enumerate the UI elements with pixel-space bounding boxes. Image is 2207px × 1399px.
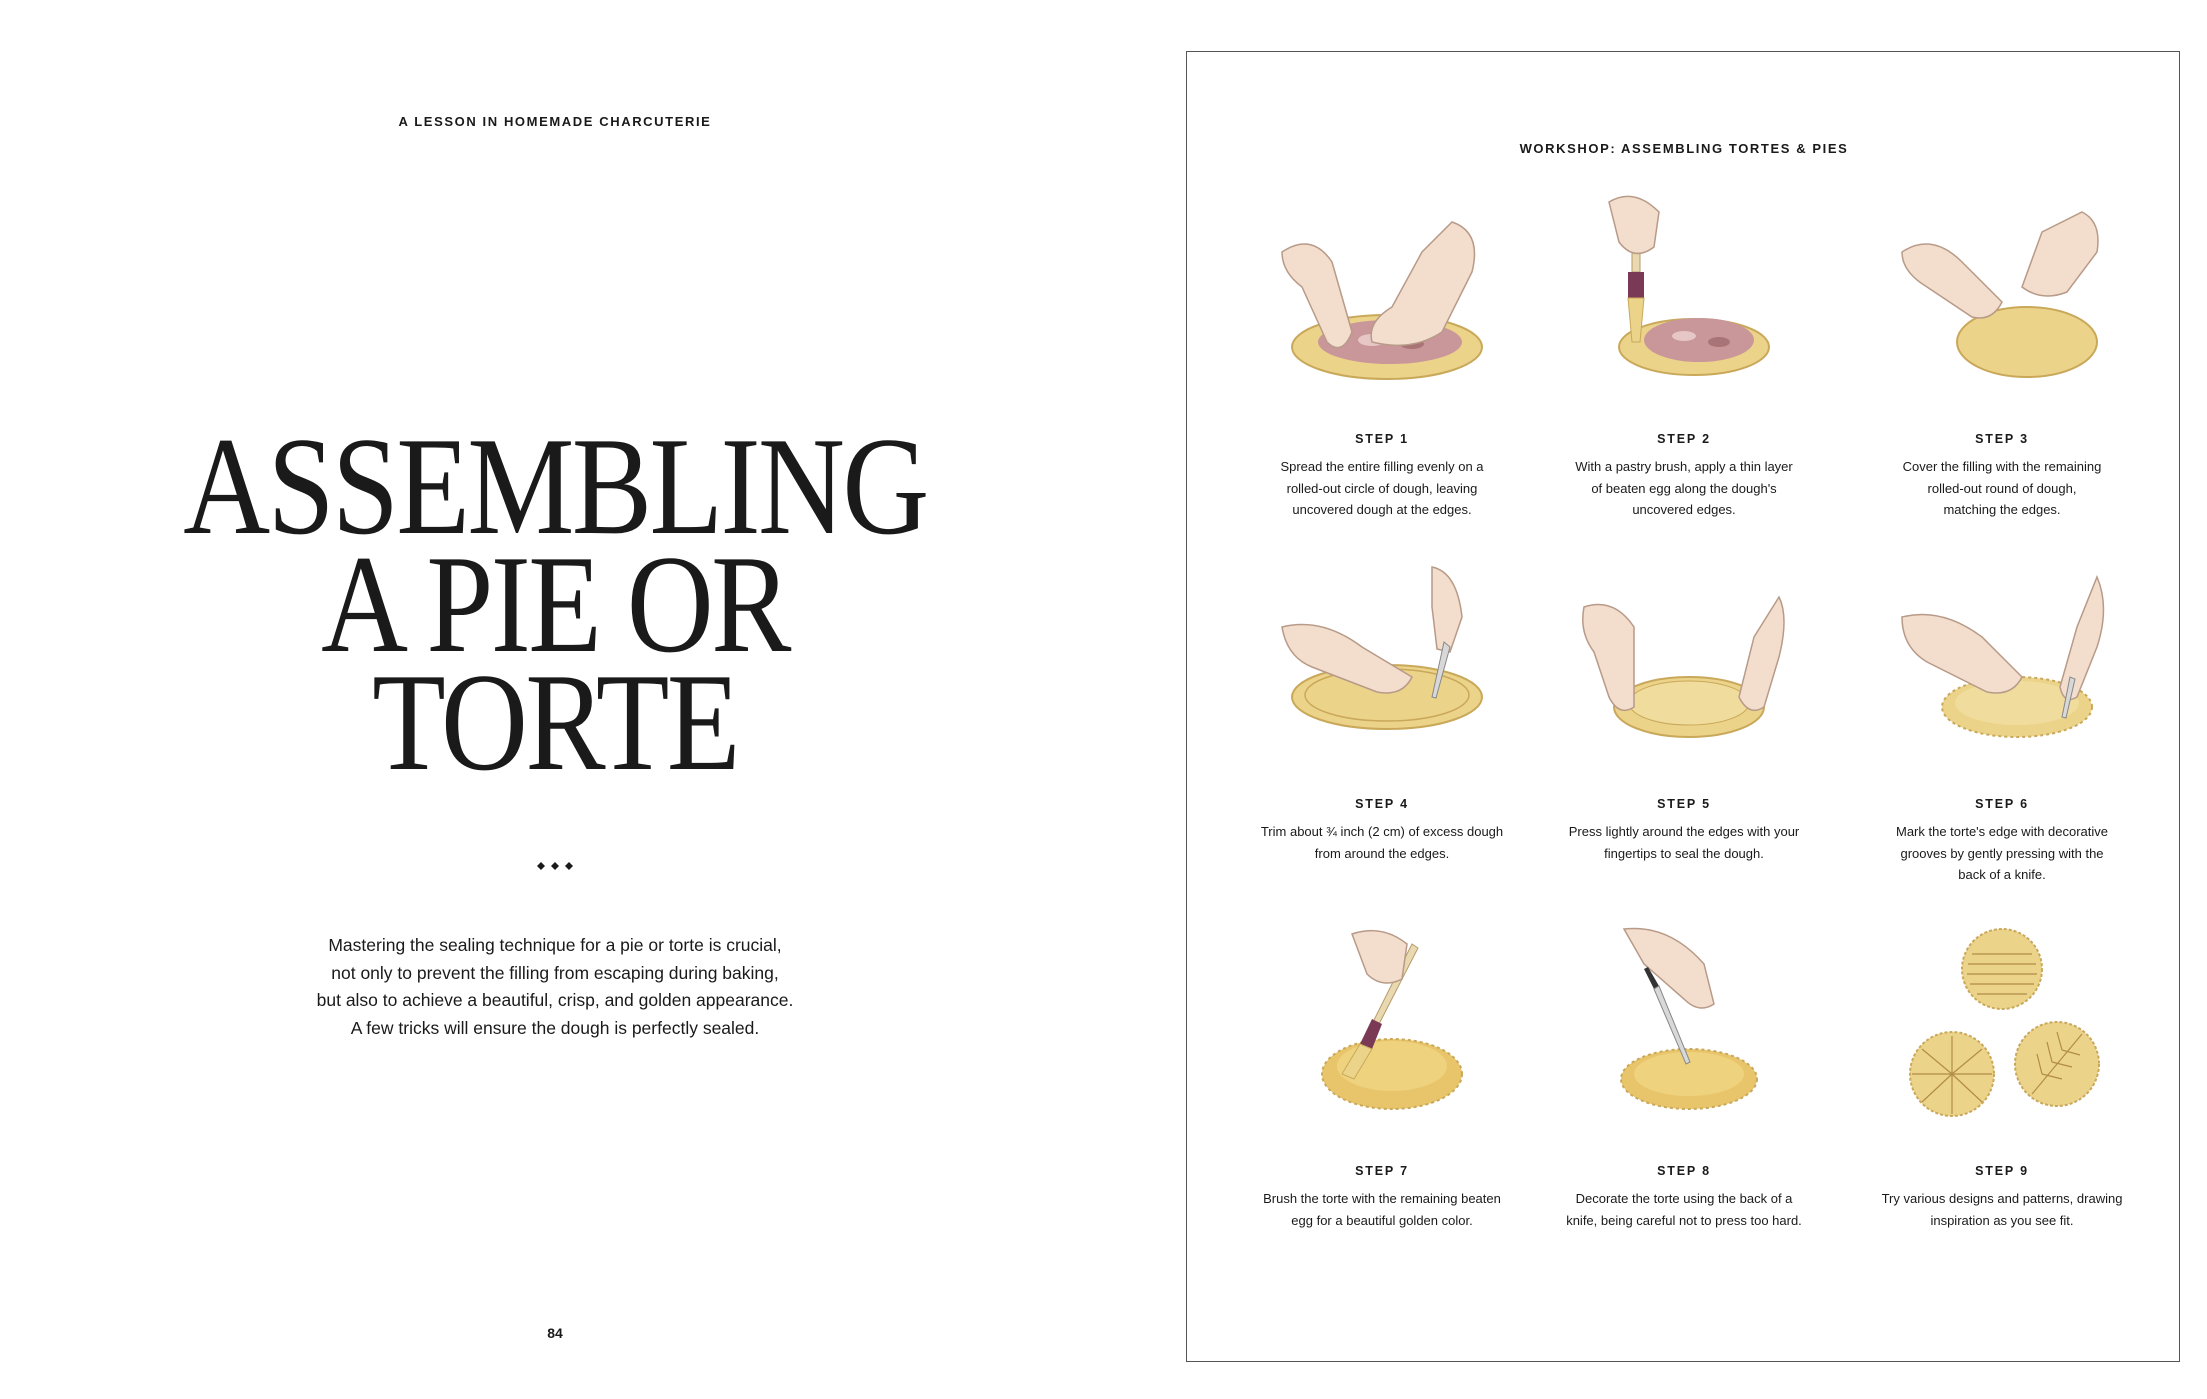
knife-marking-grooves-icon <box>1892 557 2112 757</box>
brushing-beaten-egg-icon <box>1272 924 1492 1124</box>
workshop-title: WORKSHOP: ASSEMBLING TORTES & PIES <box>1519 141 1849 156</box>
hands-covering-dough-icon <box>1892 192 2112 392</box>
desc-line: Decorate the torte using the back of a <box>1575 1191 1793 1206</box>
step-description <box>1242 1188 1522 1231</box>
workshop-panel <box>1186 51 2180 1362</box>
torte-spiral-icon <box>1910 1032 1994 1116</box>
desc-line: knife, being careful not to press too hard. <box>1566 1212 1802 1228</box>
torte-stripes-icon <box>1962 929 2042 1009</box>
running-head: A LESSON IN HOMEMADE CHARCUTERIE <box>398 114 712 129</box>
desc-line: Mark the torte's edge with decorative <box>1895 824 2109 839</box>
pastry-brush-egg-wash-icon <box>1574 192 1794 392</box>
diamond-ornament-icon <box>535 860 575 872</box>
desc-line: uncovered dough at the edges. <box>1292 502 1472 517</box>
desc-line: Trim about ¾ inch (2 cm) of excess dough <box>1260 824 1504 839</box>
step-label: STEP 3 <box>1975 432 2029 446</box>
intro-line: Mastering the sealing technique for a pie or torte is crucial, <box>328 935 782 955</box>
intro-paragraph <box>240 932 870 1042</box>
step-label: STEP 7 <box>1355 1164 1409 1178</box>
desc-line: Brush the torte with the remaining beaten <box>1263 1191 1501 1206</box>
desc-line: matching the edges. <box>1943 502 2061 517</box>
desc-line: rolled-out round of dough, <box>1927 480 2077 496</box>
step-description <box>1862 1188 2142 1231</box>
desc-line: back of a knife. <box>1958 867 2046 882</box>
hands-spreading-filling-icon <box>1272 192 1492 392</box>
knife-decorating-top-icon <box>1574 924 1794 1124</box>
intro-line: not only to prevent the filling from escaping during baking, <box>331 962 779 983</box>
step-label: STEP 5 <box>1657 797 1711 811</box>
desc-line: Cover the filling with the remaining <box>1902 459 2102 474</box>
desc-line: inspiration as you see fit. <box>1930 1212 2074 1228</box>
desc-line: Spread the entire filling evenly on a <box>1280 459 1484 474</box>
page-number: 84 <box>547 1325 563 1341</box>
step-description <box>1544 1188 1824 1231</box>
title-line: TORTE <box>372 645 738 800</box>
desc-line: Try various designs and patterns, drawing <box>1881 1191 2123 1206</box>
desc-line: of beaten egg along the dough's <box>1591 480 1777 496</box>
step-description <box>1242 456 1522 521</box>
step-description <box>1862 821 2142 886</box>
step-label: STEP 8 <box>1657 1164 1711 1178</box>
intro-line: A few tricks will ensure the dough is perfectly sealed. <box>350 1017 760 1038</box>
step-label: STEP 4 <box>1355 797 1409 811</box>
desc-line: from around the edges. <box>1314 845 1450 861</box>
step-label: STEP 9 <box>1975 1164 2029 1178</box>
fingertips-sealing-edges-icon <box>1574 557 1794 757</box>
desc-line: With a pastry brush, apply a thin layer <box>1575 459 1793 474</box>
title-line: ASSEMBLING <box>183 409 927 564</box>
step-description <box>1544 456 1824 521</box>
step-description <box>1544 821 1824 864</box>
step-description <box>1862 456 2142 521</box>
title-line: A PIE OR <box>321 527 789 682</box>
three-decorated-tortes-icon <box>1892 924 2112 1124</box>
step-description <box>1242 821 1522 864</box>
intro-line: but also to achieve a beautiful, crisp, and golden appearance. <box>316 990 794 1010</box>
torte-leaf-icon <box>2015 1022 2099 1106</box>
step-label: STEP 6 <box>1975 797 2029 811</box>
desc-line: Press lightly around the edges with your <box>1568 824 1800 839</box>
desc-line: grooves by gently pressing with the <box>1900 845 2104 861</box>
page-title <box>78 409 1033 800</box>
desc-line: uncovered edges. <box>1632 502 1736 517</box>
desc-line: egg for a beautiful golden color. <box>1291 1212 1473 1228</box>
desc-line: fingertips to seal the dough. <box>1604 845 1764 861</box>
knife-trimming-dough-icon <box>1272 557 1492 757</box>
step-label: STEP 1 <box>1355 432 1409 446</box>
step-label: STEP 2 <box>1657 432 1711 446</box>
desc-line: rolled-out circle of dough, leaving <box>1286 480 1478 496</box>
